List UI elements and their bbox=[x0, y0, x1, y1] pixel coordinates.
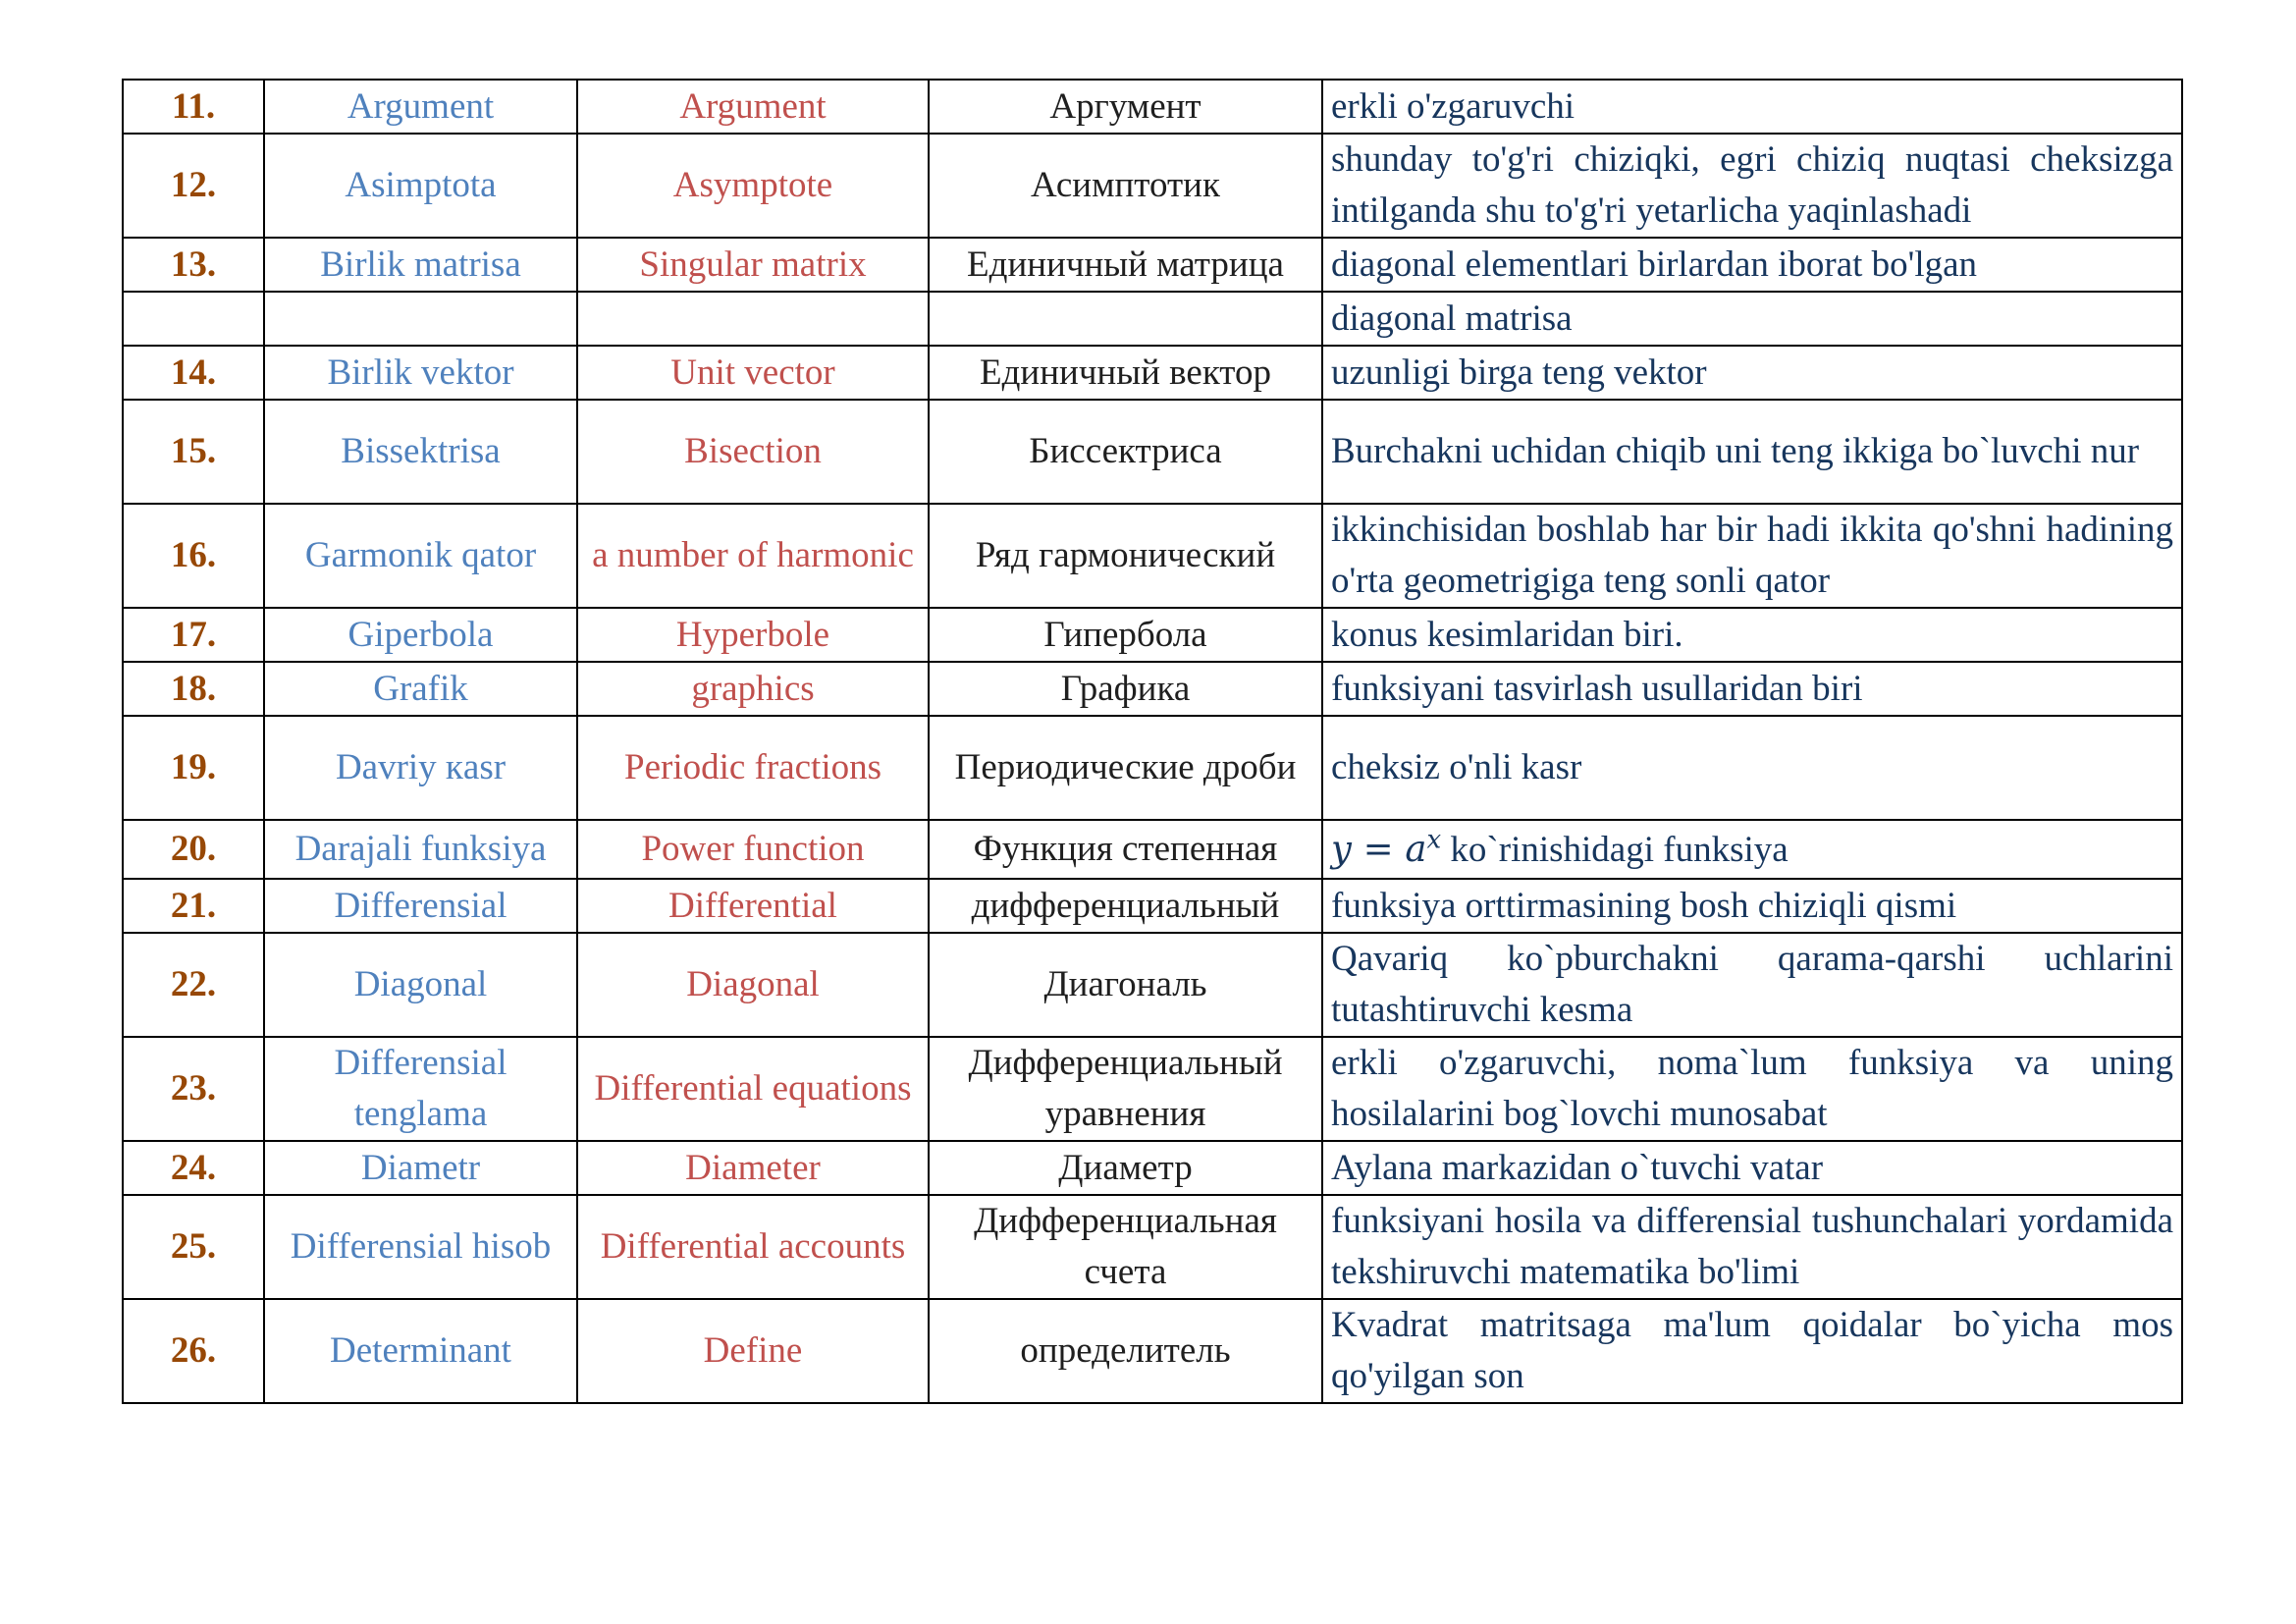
term-number: 12. bbox=[123, 134, 264, 238]
term-definition: Qavariq ko`pburchakni qarama-qarshi uchlarini tutashtiruvchi kesma bbox=[1322, 933, 2182, 1037]
term-number: 17. bbox=[123, 608, 264, 662]
term-definition: uzunligi birga teng vektor bbox=[1322, 346, 2182, 400]
table-row bbox=[123, 292, 2182, 346]
term-russian: Гипербола bbox=[929, 608, 1322, 662]
term-uzbek: Determinant bbox=[264, 1299, 577, 1403]
table-row bbox=[123, 716, 2182, 820]
term-uzbek: Garmonik qator bbox=[264, 504, 577, 608]
table-row bbox=[123, 933, 2182, 1037]
term-definition: Burchakni uchidan chiqib uni teng ikkiga bo`luvchi nur bbox=[1322, 400, 2182, 504]
term-english: Power function bbox=[577, 820, 929, 879]
term-number: 15. bbox=[123, 400, 264, 504]
term-definition: konus kesimlaridan biri. bbox=[1322, 608, 2182, 662]
term-english: Periodic fractions bbox=[577, 716, 929, 820]
table-row bbox=[123, 346, 2182, 400]
term-uzbek: Bissektrisa bbox=[264, 400, 577, 504]
term-english: Hyperbole bbox=[577, 608, 929, 662]
term-english: Define bbox=[577, 1299, 929, 1403]
table-row bbox=[123, 1141, 2182, 1195]
term-number: 23. bbox=[123, 1037, 264, 1141]
term-definition: cheksiz o'nli kasr bbox=[1322, 716, 2182, 820]
term-definition-text: ko`rinishidagi funksiya bbox=[1450, 829, 1789, 870]
term-number: 14. bbox=[123, 346, 264, 400]
term-russian bbox=[929, 292, 1322, 346]
term-english bbox=[577, 292, 929, 346]
term-english: Differential bbox=[577, 879, 929, 933]
term-definition: funksiyani hosila va differensial tushunchalari yordamida tekshiruvchi matematika bo'limi bbox=[1322, 1195, 2182, 1299]
term-english: a number of harmonic bbox=[577, 504, 929, 608]
term-number: 21. bbox=[123, 879, 264, 933]
table-row bbox=[123, 504, 2182, 608]
term-russian: определитель bbox=[929, 1299, 1322, 1403]
term-uzbek: Birlik vektor bbox=[264, 346, 577, 400]
term-number: 24. bbox=[123, 1141, 264, 1195]
table-row bbox=[123, 134, 2182, 238]
term-russian: Дифференциальный уравнения bbox=[929, 1037, 1322, 1141]
term-definition: erkli o'zgaruvchi bbox=[1322, 80, 2182, 134]
term-russian: Аргумент bbox=[929, 80, 1322, 134]
table-row bbox=[123, 662, 2182, 716]
term-english: graphics bbox=[577, 662, 929, 716]
term-uzbek: Differensial tenglama bbox=[264, 1037, 577, 1141]
term-number: 20. bbox=[123, 820, 264, 879]
term-definition: Aylana markazidan o`tuvchi vatar bbox=[1322, 1141, 2182, 1195]
term-definition: erkli o'zgaruvchi, noma`lum funksiya va uning hosilalarini bog`lovchi munosabat bbox=[1322, 1037, 2182, 1141]
term-number: 19. bbox=[123, 716, 264, 820]
term-english: Bisection bbox=[577, 400, 929, 504]
term-russian: Диагональ bbox=[929, 933, 1322, 1037]
term-english: Unit vector bbox=[577, 346, 929, 400]
term-russian: Функция степенная bbox=[929, 820, 1322, 879]
term-uzbek: Differensial bbox=[264, 879, 577, 933]
term-english: Differential equations bbox=[577, 1037, 929, 1141]
term-russian: дифференциальный bbox=[929, 879, 1322, 933]
table-row bbox=[123, 1195, 2182, 1299]
term-english: Diagonal bbox=[577, 933, 929, 1037]
term-uzbek: Darajali funksiya bbox=[264, 820, 577, 879]
table-row bbox=[123, 400, 2182, 504]
term-number: 26. bbox=[123, 1299, 264, 1403]
term-definition: ikkinchisidan boshlab har bir hadi ikkita qo'shni hadining o'rta geometrigiga teng sonli qator bbox=[1322, 504, 2182, 608]
term-russian: Единичный матрица bbox=[929, 238, 1322, 292]
term-definition: Kvadrat matritsaga ma'lum qoidalar bo`yicha mos qo'yilgan son bbox=[1322, 1299, 2182, 1403]
term-definition: shunday to'g'ri chiziqki, egri chiziq nuqtasi cheksizga intilganda shu to'g'ri yetarlicha yaqinlashadi bbox=[1322, 134, 2182, 238]
term-definition bbox=[1322, 820, 2182, 879]
term-english: Singular matrix bbox=[577, 238, 929, 292]
table-row bbox=[123, 608, 2182, 662]
term-uzbek: Asimptota bbox=[264, 134, 577, 238]
term-russian: Периодические дроби bbox=[929, 716, 1322, 820]
glossary-table bbox=[122, 79, 2183, 1404]
term-russian: Графика bbox=[929, 662, 1322, 716]
term-russian: Единичный вектор bbox=[929, 346, 1322, 400]
term-russian: Дифференциальная счета bbox=[929, 1195, 1322, 1299]
term-uzbek: Differensial hisob bbox=[264, 1195, 577, 1299]
term-uzbek: Diagonal bbox=[264, 933, 577, 1037]
table-row bbox=[123, 879, 2182, 933]
table-row bbox=[123, 1299, 2182, 1403]
term-russian: Ряд гармонический bbox=[929, 504, 1322, 608]
term-definition: funksiya orttirmasining bosh chiziqli qismi bbox=[1322, 879, 2182, 933]
term-number: 16. bbox=[123, 504, 264, 608]
term-russian: Биссектриса bbox=[929, 400, 1322, 504]
term-number bbox=[123, 292, 264, 346]
term-number: 13. bbox=[123, 238, 264, 292]
table-row bbox=[123, 238, 2182, 292]
term-definition: diagonal matrisa bbox=[1322, 292, 2182, 346]
table-row bbox=[123, 820, 2182, 879]
term-number: 18. bbox=[123, 662, 264, 716]
term-uzbek: Diametr bbox=[264, 1141, 577, 1195]
term-definition: funksiyani tasvirlash usullaridan biri bbox=[1322, 662, 2182, 716]
term-uzbek bbox=[264, 292, 577, 346]
term-russian: Диаметр bbox=[929, 1141, 1322, 1195]
term-english: Diameter bbox=[577, 1141, 929, 1195]
term-number: 25. bbox=[123, 1195, 264, 1299]
table-row bbox=[123, 1037, 2182, 1141]
term-english: Differential accounts bbox=[577, 1195, 929, 1299]
term-uzbek: Davriy кasr bbox=[264, 716, 577, 820]
term-number: 11. bbox=[123, 80, 264, 134]
term-number: 22. bbox=[123, 933, 264, 1037]
power-formula: $y = a^x$ bbox=[1331, 825, 1442, 870]
term-russian: Асимптотик bbox=[929, 134, 1322, 238]
term-uzbek: Giperbola bbox=[264, 608, 577, 662]
term-uzbek: Grafik bbox=[264, 662, 577, 716]
term-definition: diagonal elementlari birlardan iborat bo'lgan bbox=[1322, 238, 2182, 292]
term-uzbek: Argument bbox=[264, 80, 577, 134]
term-english: Asymptote bbox=[577, 134, 929, 238]
term-uzbek: Birlik matrisa bbox=[264, 238, 577, 292]
term-english: Argument bbox=[577, 80, 929, 134]
table-row bbox=[123, 80, 2182, 134]
